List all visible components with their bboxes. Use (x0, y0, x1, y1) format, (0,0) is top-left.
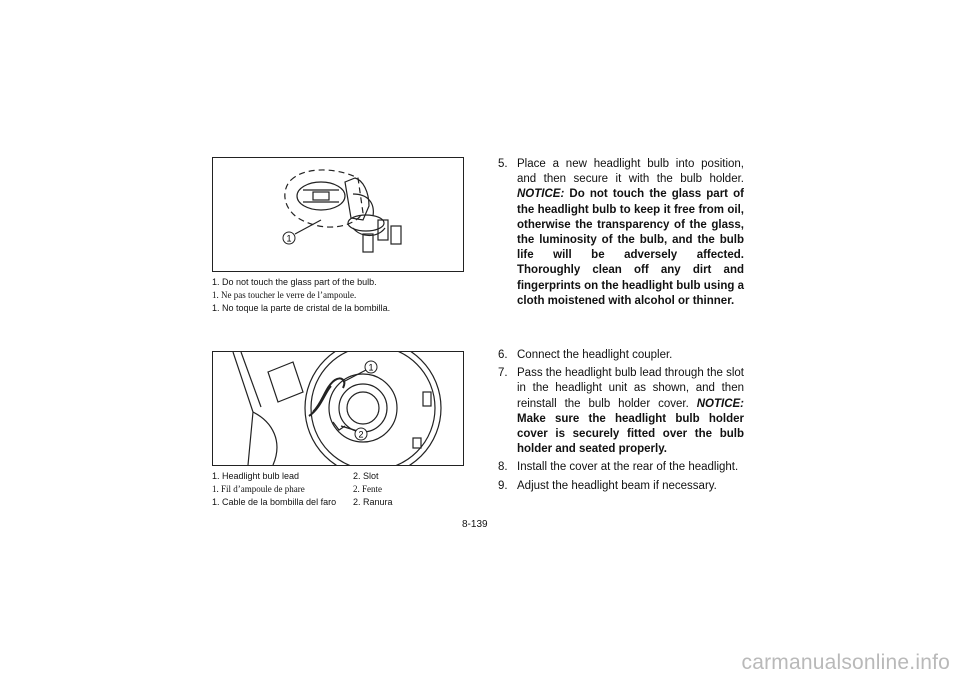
step-5 (498, 157, 744, 309)
notice-label: NOTICE: (696, 397, 744, 410)
step-number: 5. (498, 158, 508, 170)
caption-fr-2: 2. Fente (353, 484, 382, 494)
step-number: 6. (498, 349, 508, 361)
caption-fr: 1. Ne pas toucher le verre de l’ampoule. (212, 290, 357, 300)
caption-es-row (212, 496, 462, 509)
page-number: 8-139 (462, 519, 488, 530)
step-6 (498, 348, 744, 363)
figure2-caption (212, 470, 462, 509)
bulb-drawing (213, 158, 463, 271)
caption-en-row (212, 470, 462, 483)
step-number: 7. (498, 367, 508, 380)
step-text: Connect the headlight coupler. (517, 349, 673, 361)
callout-1: 1 (286, 233, 292, 244)
notice-text: Do not touch the glass part of the headlight bulb to keep it free from oil, otherwise the transparency of the glass, the luminosity of the bulb, and the bulb life will be adversely affected. Thoroughly clean off any dirt and fingerprints on the headlight bulb using a cloth moistened with alcohol or thinner. (517, 188, 744, 307)
step-number: 9. (498, 479, 508, 492)
notice-text: Make sure the headlight bulb holder cover is securely fitted over the bulb holder and seated properly. (517, 412, 744, 456)
step-text: Adjust the headlight beam if necessary. (517, 479, 717, 492)
caption-en-2: 2. Slot (353, 471, 379, 481)
steps-group-2 (498, 348, 744, 497)
step-number: 8. (498, 461, 508, 474)
headlight-drawing (213, 352, 463, 465)
step-9 (498, 479, 744, 494)
step-7 (498, 366, 744, 457)
callout-2: 2 (358, 429, 364, 440)
caption-fr-row (212, 483, 462, 496)
figure1-caption (212, 276, 462, 315)
step-text: Pass the headlight bulb lead through the slot in the headlight unit as shown, and then reinstall the bulb holder cover. (517, 367, 744, 410)
step-text: Place a new headlight bulb into position, and then secure it with the bulb holder. (517, 158, 744, 186)
step-8 (498, 460, 744, 475)
notice-label: NOTICE: (517, 188, 565, 201)
caption-fr-1: 1. Fil d’ampoule de phare (212, 484, 305, 494)
bulb-illustration (212, 157, 464, 272)
steps-group-1 (498, 157, 744, 312)
caption-es: 1. No toque la parte de cristal de la bombilla. (212, 303, 391, 313)
caption-es-1: 1. Cable de la bombilla del faro (212, 497, 337, 507)
caption-en: 1. Do not touch the glass part of the bulb. (212, 277, 377, 287)
watermark-link[interactable]: carmanualsonline.info (741, 651, 950, 674)
caption-en-1: 1. Headlight bulb lead (212, 471, 300, 481)
step-text: Install the cover at the rear of the headlight. (517, 461, 739, 474)
headlight-illustration (212, 351, 464, 466)
caption-es-2: 2. Ranura (353, 497, 393, 507)
callout-1: 1 (368, 362, 374, 373)
